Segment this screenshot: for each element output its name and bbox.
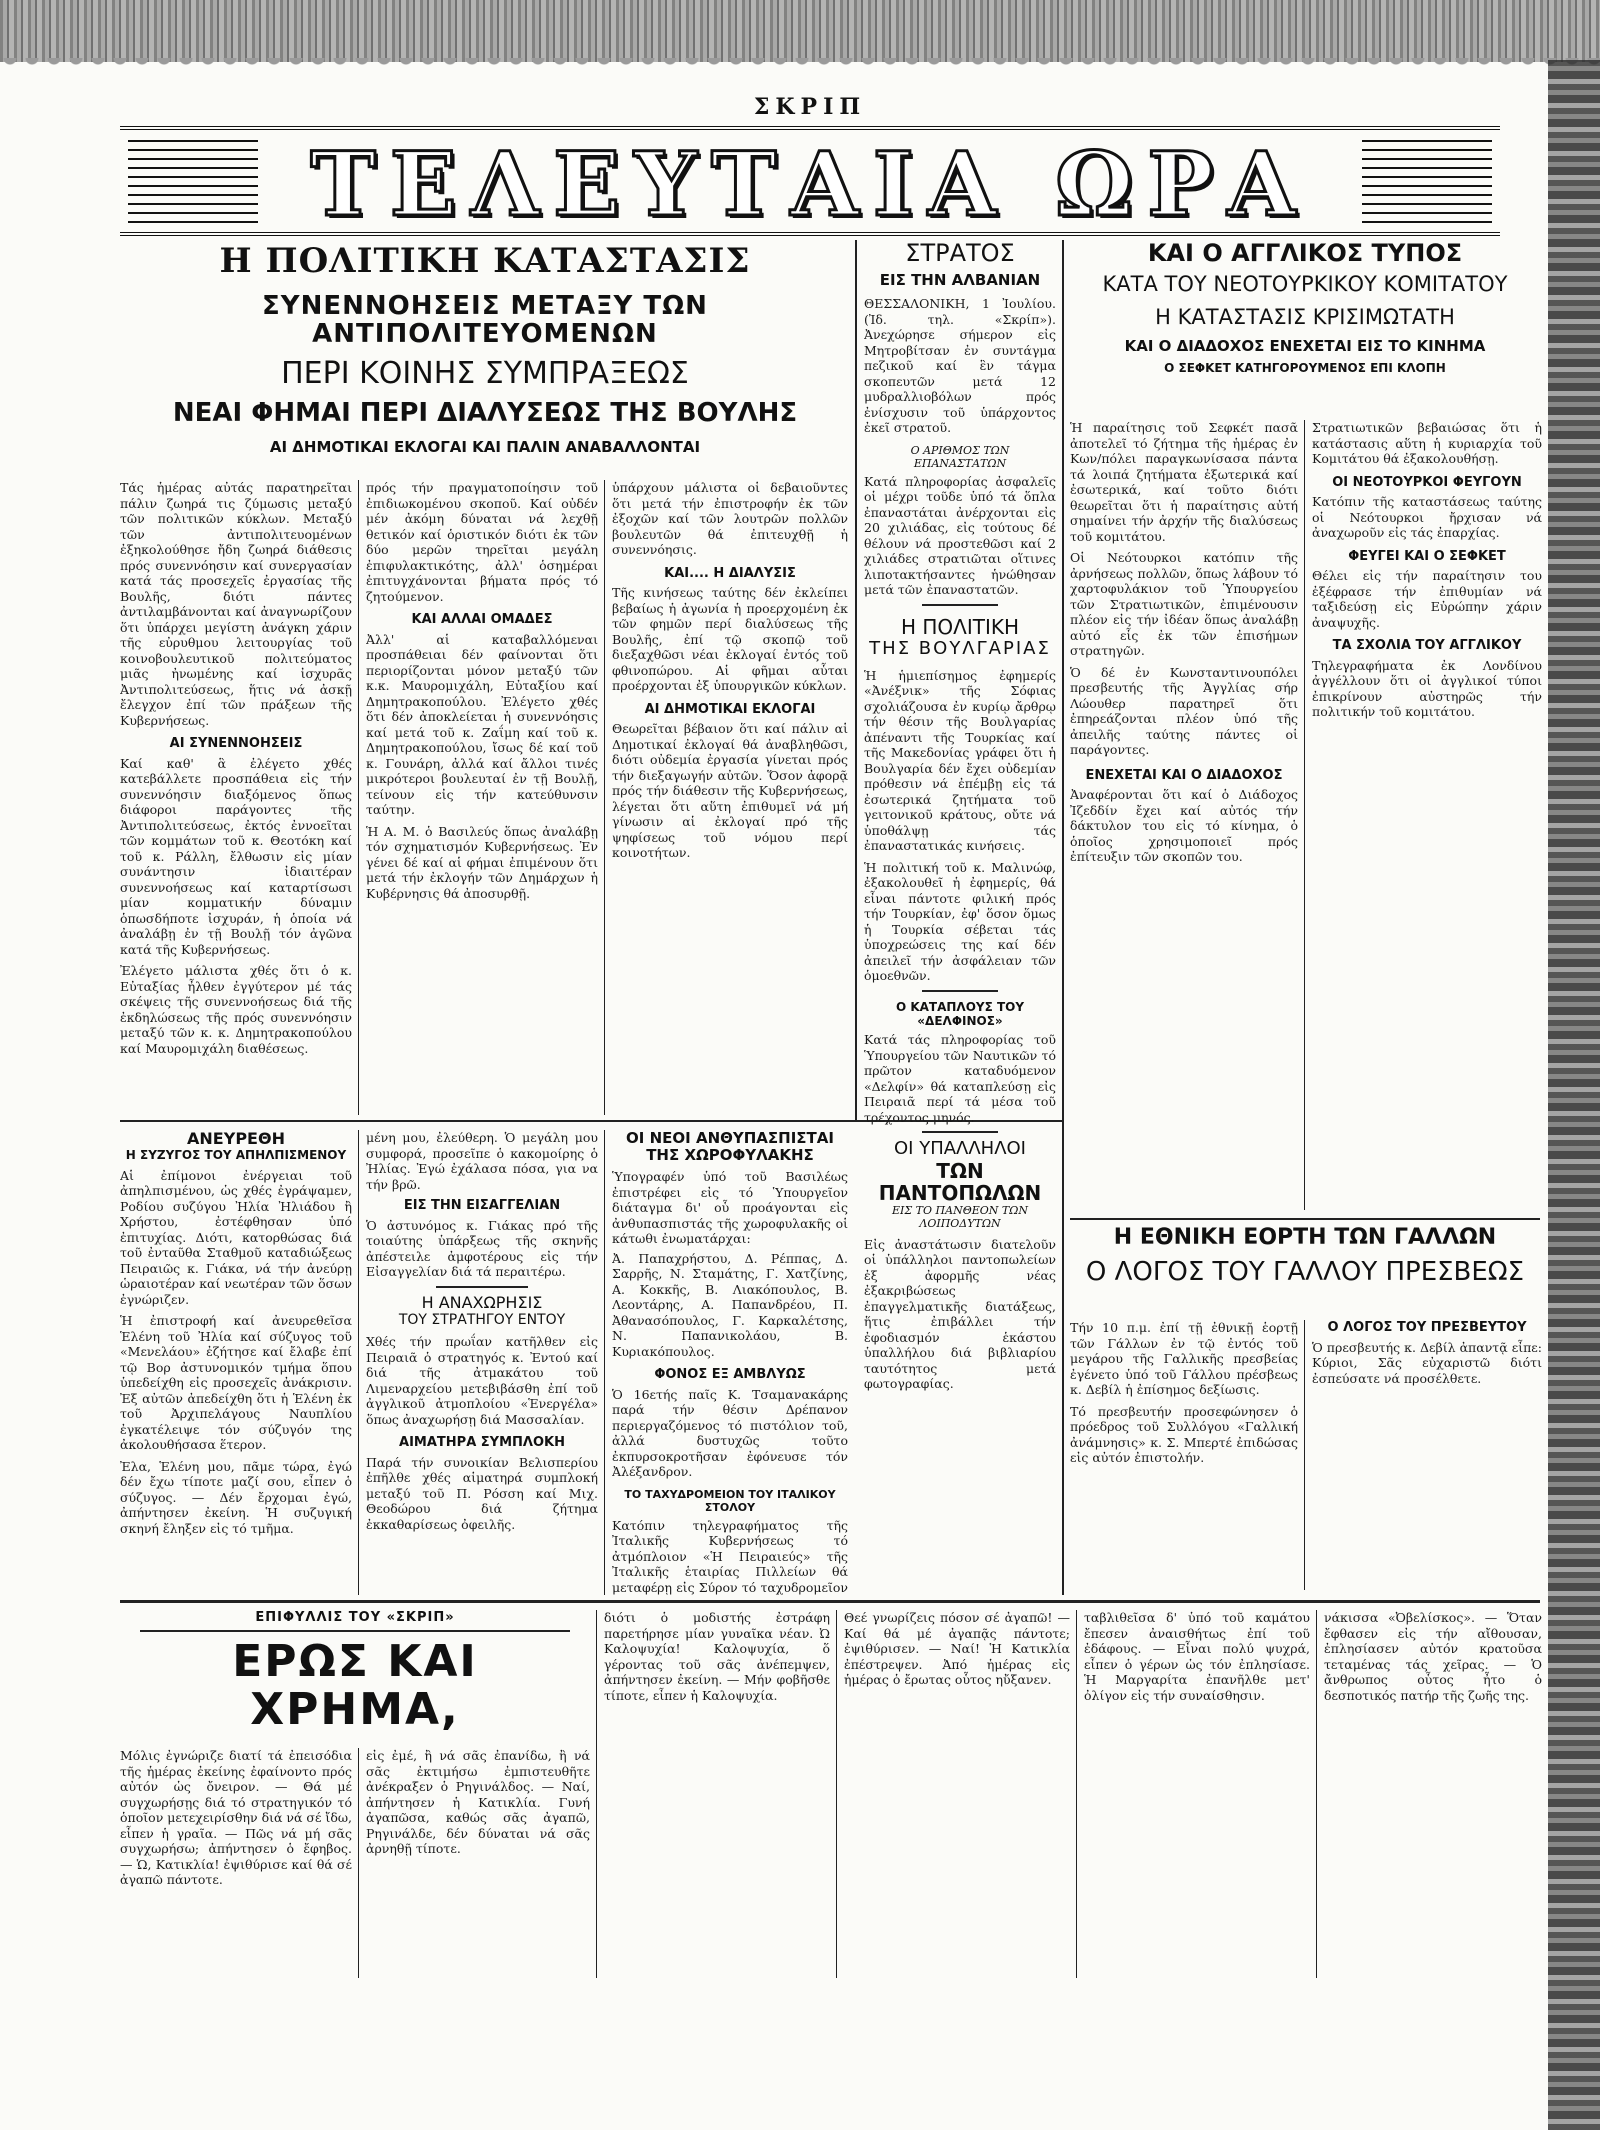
- article-subhead: Ο ΑΡΙΘΜΟΣ ΤΩΝ ΕΠΑΝΑΣΤΑΤΩΝ: [910, 443, 1010, 470]
- article-headline: Η ΕΘΝΙΚΗ ΕΟΡΤΗ ΤΩΝ ΓΑΛΛΩΝ: [1113, 1226, 1497, 1250]
- article-headline: ΤΗΣ ΒΟΥΛΓΑΡΙΑΣ: [869, 637, 1051, 659]
- article-paragraph: Ὁ ἀστυνόμος κ. Γιάκας πρό τῆς τοιαύτης ὑπάρξεως τῆς σκηνῆς ἀπέστειλε ἀμφοτέρους εἰς τήν Εἰσαγγελίαν διά τά περαιτέρω.: [366, 1217, 598, 1280]
- article-subhead: ΑΙΜΑΤΗΡΑ ΣΥΜΠΛΟΚΗ: [399, 1435, 565, 1451]
- article-paragraph: Κατά πληροφορίας ἀσφαλεῖς οἱ μέχρι τοῦδε ὑπό τά ὅπλα ἐπαναστάται ἀνέρχονται εἰς 20 χιλιάδας, εἰς τούτους δέ θέλουν νά προστεθῶσι καί 2 χιλιάδες στρατιῶται οἵτινες λιποτακτήσαντες ἡνώθησαν μετά τῶν ἐπαναστατῶν.: [864, 473, 1056, 598]
- feuilleton-paragraph: εἰς ἐμέ, ἢ νά σᾶς ἐπανίδω, ἢ νά σᾶς ἐκτιμήσω ἐμπιστευθῆτε ἀνέκραξεν ὁ Ρηγινάλδος. — Ναί, ἀπήντησεν ἡ Κατικλία. Γυνή ἀγαπῶσα, καθώς σᾶς ἀγαπῶ, Ρηγινάλδε, δέν δύναται νά σᾶς ἀρνηθῇ τίποτε.: [366, 1748, 590, 1856]
- article-column: [366, 480, 598, 1115]
- article-paragraph: Ἀ. Παπαχρήστου, Δ. Ρέππας, Δ. Σαρρῆς, Ν. Σταμάτης, Γ. Χατζίνης, Α. Κοκκῆς, Β. Λιακόπουλος, Β. Λεοντάρης, Α. Παπανδρέου, Π. Ἀθανασόπουλος, Γ. Καρκαλέτσης, Ν. Παπανικολάου, Β. Κυριακόπουλος.: [612, 1250, 848, 1359]
- article-column: [1312, 1320, 1542, 1590]
- article-paragraph: Τηλεγραφήματα ἐκ Λονδίνου ἀγγέλλουν ὅτι οἱ ἀγγλικοί τύποι ἐπικρίνουν αὐστηρῶς τήν πολιτικήν τοῦ κομιτάτου.: [1312, 657, 1542, 720]
- article-headline: ΟΙ ΥΠΑΛΛΗΛΟΙ: [894, 1138, 1026, 1160]
- article-paragraph: Ἐλέγετο μάλιστα χθές ὅτι ὁ κ. Εὐταξίας ἦλθεν ἐγγύτερον μέ τάς σκέψεις τῆς συνεννοήσεως διά τῆς ἐκδηλώσεως τῆς πρός συνεννόησιν μεταξύ τῶν κ. κ. Δημητρακοπούλου καί Μαυρομιχάλη διαθέσεως.: [120, 963, 352, 1056]
- article-paragraph: Κατά τάς πληροφορίας τοῦ Ὑπουργείου τῶν Ναυτικῶν τό πρῶτον καταδυόμενον «Δελφίν» θά καταπλεύσῃ εἰς Πειραιᾶ περί τά μέσα τοῦ τρέχοντος μηνός.: [864, 1032, 1056, 1125]
- article-subhead: Ο ΚΑΤΑΠΛΟΥΣ ΤΟΥ «ΔΕΛΦΙΝΟΣ»: [895, 999, 1025, 1029]
- article-paragraph: Παρά τήν συνοικίαν Βελισπερίου ἐπῆλθε χθές αἱματηρά συμπλοκή μεταξύ τοῦ Π. Ρόσση καί Μιχ. Θεοδώρου διά ζήτημα ἐκκαθαρίσεως ὀφειλῆς.: [366, 1454, 598, 1532]
- banner-ornament-right: [1362, 140, 1492, 226]
- article-paragraph: Τήν 10 π.μ. ἐπί τῇ ἐθνικῇ ἑορτῇ τῶν Γάλλων ἐν τῷ ἐντός τοῦ μεγάρου τῆς Γαλλικῆς πρεσβείας ἐγένετο ὑπό τοῦ Γάλλου πρέσβεως κ. Δεβίλ ἡ ἐπίσημος δεξίωσις.: [1070, 1320, 1298, 1397]
- article-paragraph: Καί καθ' ἃ ἐλέγετο χθές κατεβάλλετε προσπάθεια εἰς τήν συνεννόησιν διαξόμενος ὅπως διάφοροι παράγοντες τῆς Ἀντιπολιτεύσεως, ἐκτός ἐννοεῖται τῶν κομμάτων τοῦ κ. Θεοτόκη καί τοῦ κ. Ράλλη, ἔλθωσιν εἰς μίαν συνάντησιν ἰδιαιτέραν συνεννοήσεως καί καταρτίσωσι μίαν κομματικήν δύναμιν ὁπωσδήποτε ἰσχυράν, ἡ ὁποία νά ἀναλάβῃ ἐν τῇ Βουλῇ τόν ἀγῶνα κατά τῆς Κυβερνήσεως.: [120, 755, 352, 957]
- article-headline: Η ΠΟΛΙΤΙΚΗ: [900, 614, 1020, 639]
- article-paragraph: ὑπάρχουν μάλιστα οἱ δεβαιοῦντες ὅτι μετά τήν ἐπιστροφήν ἐκ τῶν ἐξοχῶν καί τῶν λουτρῶν πολλῶν βουλευτῶν θά ἐπιτευχθῇ ἡ συνεννόησις.: [612, 480, 848, 557]
- article-subhead: Ο ΛΟΓΟΣ ΤΟΥ ΠΡΕΣΒΕΥΤΟΥ: [1327, 1320, 1527, 1335]
- divider: [922, 990, 999, 992]
- article-column: [1070, 420, 1298, 1210]
- article-paragraph: Τῆς κινήσεως ταύτης δέν ἐκλείπει βεβαίως ἡ ἀγωνία ἡ προερχομένη ἐκ τῶν φημῶν περί διαλύσεως τῆς Βουλῆς, ἐπί τῷ σκοπῷ τοῦ διεξαχθῶσι νέαι ἐκλογαί ἐντός τοῦ φθινοπώρου. Αἱ φῆμαι αὗται προέρχονται ἐξ ὑπουργικῶν κύκλων.: [612, 585, 848, 694]
- masthead: [120, 94, 1500, 236]
- torn-right-edge: [1548, 60, 1600, 2130]
- article-paragraph: Ἡ πολιτική τοῦ κ. Μαλινώφ, ἐξακολουθεῖ ἡ ἐφημερίς, θά εἶναι πάντοτε φιλική πρός τήν Τουρκίαν, ἐφ' ὅσον ὅμως ἡ Τουρκία σέβεται τάς ὑποχρεώσεις της καί δέν ἀπειλεῖ τήν ἀσφάλειαν τῶν ὁμοεθνῶν.: [864, 859, 1056, 984]
- article-paragraph: Κατόπιν τηλεγραφήματος τῆς Ἰταλικῆς Κυβερνήσεως τό ἀτμόπλοιον «Ἡ Πειραιεύς» τῆς Ἰταλικῆς ἑταιρίας Πιλλείων θά μεταφέρῃ εἰς Σύρον τό ταχυδρομεῖον: [612, 1517, 848, 1595]
- article-paragraph: Χθές τήν πρωΐαν κατῆλθεν εἰς Πειραιᾶ ὁ στρατηγός κ. Ἐντού καί διά τῆς ἀτμακάτου τοῦ Λιμεναρχείου μετεβιβάσθη ἐπί τοῦ ἀγγλικοῦ ἀτμοπλοίου «Ἑνεργέλα» ὅπως ἀναχωρήσῃ διά Μασσαλίαν.: [366, 1334, 598, 1427]
- article-headline: ΟΙ ΝΕΟΙ ΑΝΘΥΠΑΣΠΙΣΤΑΙ: [626, 1130, 834, 1147]
- article-headline: ΚΑΤΑ ΤΟΥ ΝΕΟΤΟΥΡΚΙΚΟΥ ΚΟΜΙΤΑΤΟΥ: [1102, 272, 1508, 297]
- article-headlines: [1070, 1226, 1540, 1316]
- article-paragraph: πρός τήν πραγματοποίησιν τοῦ ἐπιδιωκομένου σκοποῦ. Καί οὐδέν μέν ἀκόμη δύναται νά λεχθῇ θετικόν καί ὁριστικόν διότι ἐκ τῶν δύο μερῶν τηρεῖται μεγάλη ἐπιφυλακτικότης, ἀλλ' ὁσημέραι ἐπιτυγχάνονται βήματα πρός τό ζητούμενον.: [366, 480, 598, 604]
- article-paragraph: Στρατιωτικῶν βεβαιώσας ὅτι ἡ κατάστασις αὕτη ἡ κυριαρχία τοῦ Κομιτάτου θά ἐξακολουθήσῃ.: [1312, 420, 1542, 466]
- article-subhead: ΦΕΥΓΕΙ ΚΑΙ Ο ΣΕΦΚΕΤ: [1348, 548, 1506, 564]
- feuilleton-paragraph: νάκισσα «Ὀβελίσκος». — Ὅταν ἔφθασεν εἰς τήν αἴθουσαν, ἐπλησίασεν αὐτόν κρατοῦσα τεταμένας τάς χεῖρας. — Ὁ ἄνθρωπος οὗτος ἦτο ὁ δεσποτικός πατήρ τῆς ζωῆς της.: [1324, 1610, 1542, 1703]
- feuilleton-rule: [120, 1600, 1540, 1603]
- banner-title: ΤΕΛΕΥΤΑΙΑ ΩΡΑ: [310, 132, 1310, 236]
- article-headline: ΤΟΥ ΣΤΡΑΤΗΓΟΥ ΕΝΤΟΥ: [398, 1311, 566, 1328]
- article-headline: ΕΙΣ ΤΗΝ ΑΛΒΑΝΙΑΝ: [879, 270, 1041, 289]
- article-paragraph: Αἱ ἐπίμονοι ἐνέργειαι τοῦ ἀπηλπισμένου, ὡς χθές ἐγράψαμεν, Ροδίου συζύγου Ἠλία Ἠλιάδου ἢ Χρήστου, ἐστέφθησαν ὑπό ἐπιτυχίας. Διότι, κατορθώσας διά τοῦ ἐνταῦθα Σταθμοῦ καταδιώξεως Πειραιῶς κ. Γιάκα, νά τήν ἀνεύρῃ ὡραιοτέραν καί νεωτέραν τῶν ὅσων ἐγνώριζεν.: [120, 1167, 352, 1307]
- article-paragraph: Ὁ δέ ἐν Κωνσταντινουπόλει πρεσβευτής τῆς Ἀγγλίας σήρ Λώουθερ παρατηρεῖ ὅτι ἐπηρεάζονται πλέον ὑπό τῆς ἀπειλῆς ταύτης πάντες οἱ παράγοντες.: [1070, 664, 1298, 757]
- banner: [120, 126, 1500, 236]
- article-paragraph: Ἀναφέρονται ὅτι καί ὁ Διάδοχος Ἰζεδδίν ἔχει καί αὐτός τήν δάκτυλον του εἰς τό κίνημα, ὁ ὁποῖος χρησιμοποιεῖ πρός ἐπίτευξιν τῶν σκοπῶν του.: [1070, 787, 1298, 865]
- feuilleton-paragraph: Θεέ γνωρίζεις πόσον σέ ἀγαπῶ! — Καί θά μέ ἀγαπᾷς πάντοτε; ἐψιθύρισεν. — Ναί! Ἡ Κατικλία ἐπέστρεψεν. Ἀπό ἡμέρας εἰς ἡμέρας ὁ ἔρωτας οὗτος ηὔξανεν.: [844, 1610, 1070, 1687]
- article-column: [1312, 420, 1542, 1210]
- article-subhead: Η ΣΥΖΥΓΟΣ ΤΟΥ ΑΠΗΛΠΙΣΜΕΝΟΥ: [125, 1147, 347, 1162]
- feuilleton-paragraph: Μόλις ἐγνώριζε διατί τά ἐπεισόδια τῆς ἡμέρας ἐκείνης ἐφαίνοντο πρός αὐτόν ὡς ὄνειρον. — Θά μέ συγχωρήσῃς διά τό στρατηγικόν τό ὁποῖον μετεχειρίσθην διά νά σέ ἴδω, εἶπεν ἡ γραῖα. — Πῶς νά μή σᾶς συγχωρήσω; ἀπήντησεν ὁ ἔφηβος. — Ὡ, Κατικλία! ἐψιθύρισε καί θά σέ ἀγαπῶ πάντοτε.: [120, 1748, 352, 1887]
- divider: [922, 1131, 999, 1133]
- divider: [140, 1630, 570, 1632]
- feuilleton-column: [1084, 1610, 1310, 1978]
- article-deck: Ο ΣΕΦΚΕΤ ΚΑΤΗΓΟΡΟΥΜΕΝΟΣ ΕΠΙ ΚΛΟΠΗ: [1164, 360, 1446, 375]
- divider: [922, 604, 999, 606]
- article-column: [864, 240, 1056, 1590]
- column-rule: [358, 1130, 359, 1595]
- torn-top-edge: [0, 0, 1600, 62]
- article-paragraph: Ἡ ἐπιστροφή καί ἀνευρεθεῖσα Ἑλένη τοῦ Ἠλία καί σύζυγος τοῦ «Μενελάου» ἐζήτησε καί ἔλαβε ἐπί τῷ Βορ ἀστυνομικόν τμήμα ὅπου ὑπεδείχθη εἰς προσεχεῖς ἀνάκρισιν. Ἐξ αὐτῶν ἀπεδείχθη ὅτι ἡ Ἑλένη ἐκ τοῦ Ἀρχιπελάγους Ναυπλίου ἐγκατέλειψε τόν σύζυγόν της ἀκολουθήσασα ἕτερον.: [120, 1313, 352, 1453]
- lead-headline: Η ΠΟΛΙΤΙΚΗ ΚΑΤΑΣΤΑΣΙΣ: [219, 241, 751, 281]
- paper-name: ΣΚΡΙΠ: [753, 94, 867, 120]
- article-column: [1070, 1320, 1298, 1590]
- article-subhead: ΟΙ ΝΕΟΤΟΥΡΚΟΙ ΦΕΥΓΟΥΝ: [1332, 474, 1522, 490]
- column-rule: [855, 240, 857, 1120]
- article-column: [120, 1130, 352, 1595]
- lead-story-headlines: [120, 240, 850, 475]
- article-paragraph: Θέλει εἰς τήν παραίτησιν του ἐξέφρασε τήν ἐπιθυμίαν νά ταξιδεύσῃ εἰς Εὐρώπην χάριν ἀναψυχῆς.: [1312, 568, 1542, 630]
- article-column: [120, 480, 352, 1115]
- lead-deck: ΠΕΡΙ ΚΟΙΝΗΣ ΣΥΜΠΡΑΞΕΩΣ: [281, 355, 689, 391]
- feuilleton-column: [366, 1748, 590, 1978]
- column-rule: [604, 480, 605, 1115]
- feuilleton-column: [1324, 1610, 1542, 1978]
- article-paragraph: Κατόπιν τῆς καταστάσεως ταύτης οἱ Νεότουρκοι ἤρχισαν νά ἀναχωροῦν εἰς τάς ἐπαρχίας.: [1312, 494, 1542, 541]
- article-paragraph: Ἡ Α. Μ. ὁ Βασιλεύς ὅπως ἀναλάβῃ τόν σχηματισμόν Κυβερνήσεως. Ἐν γένει δέ καί αἱ φήμαι ἐπιμένουν ὅτι μετά τήν ἐκλογήν τῶν Δημάρχων ἡ Κυβέρνησις θά ἀποσυρθῇ.: [366, 823, 598, 901]
- article-paragraph: Οἱ Νεότουρκοι κατόπιν τῆς ἀρνήσεως πολλῶν, ὅπως λάβουν τό χαρτοφυλάκιον τοῦ Ὑπουργείου τῶν Στρατιωτικῶν, ἐπιμένουσιν πλέον εἰς τήν ἰδέαν ὅπως ἀναλάβῃ αὐτό εἷς ἐκ τῶν ἐπισήμων στρατηγῶν.: [1070, 550, 1298, 658]
- article-paragraph: ΘΕΣΣΑΛΟΝΙΚΗ, 1 Ἰουλίου. (Ἰδ. τηλ. «Σκρίπ»). Ἀνεχώρησε σήμερον εἰς Μητροβίτσαν ἐν συντάγμα πεζικοῦ καί ἓν τάγμα σκοπευτῶν μετά 12 μυδραλλιοβόλων πρός ἐνίσχυσιν τοῦ ὑπάρχοντος ἐκεῖ στρατοῦ.: [864, 296, 1056, 436]
- article-column: [612, 480, 848, 1115]
- column-rule: [358, 480, 359, 1115]
- article-paragraph: Τάς ἡμέρας αὐτάς παρατηρεῖται πάλιν ζωηρά τις ζύμωσις μεταξύ τῶν πολιτικῶν κύκλων. Μεταξύ τῶν ἀντιπολιτευομένων ἐξηκολούθησε ἤδη ζωηρά διάθεσις πρός συνεννόησιν καί συνεργασίαν κατά τάς προσεχεῖς ἐργασίας τῆς Βουλῆς, διότι πάντες ἀντιλαμβάνονται καί ἀναγνωρίζουν ὅτι ὑπάρχει μεγίστη ἀνάγκη χάριν τῆς εὐρυθμου λειτουργίας τοῦ κοινοβουλευτικοῦ πολιτεύματος μιᾶς ἠνωμένης καί ἰσχυρᾶς Ἀντιπολιτεύσεως, ἥτις νά ἀσκῇ ἔλεγχον ἐπί τῶν πράξεων τῆς Κυβερνήσεως.: [120, 480, 352, 728]
- lead-deck: ΑΙ ΔΗΜΟΤΙΚΑΙ ΕΚΛΟΓΑΙ ΚΑΙ ΠΑΛΙΝ ΑΝΑΒΑΛΛΟΝΤΑΙ: [269, 437, 701, 456]
- column-rule: [1304, 420, 1305, 1210]
- lead-deck: ΝΕΑΙ ΦΗΜΑΙ ΠΕΡΙ ΔΙΑΛΥΣΕΩΣ ΤΗΣ ΒΟΥΛΗΣ: [172, 398, 798, 429]
- column-rule: [1304, 1320, 1305, 1590]
- lead-deck: ΣΥΝΕΝΝΟΗΣΕΙΣ ΜΕΤΑΞΥ ΤΩΝ ΑΝΤΙΠΟΛΙΤΕΥΟΜΕΝΩΝ: [262, 290, 708, 350]
- feuilleton-title: ΕΡΩΣ ΚΑΙ ΧΡΗΜΑ,: [232, 1635, 478, 1735]
- article-subhead: ΦΟΝΟΣ ΕΞ ΑΜΒΛΥΩΣ: [654, 1367, 806, 1382]
- column-rule: [836, 1610, 837, 1978]
- article-headline: Ο ΛΟΓΟΣ ΤΟΥ ΓΑΛΛΟΥ ΠΡΕΣΒΕΩΣ: [1085, 1257, 1525, 1288]
- article-paragraph: Ἀλλ' αἱ καταβαλλόμεναι προσπάθειαι δέν φαίνονται ὅτι περιορίζονται μόνον μεταξύ τῶν κ.κ. Μαυρομιχάλη, Εὐταξίου καί Δημητρακοπούλου. Ἐλέγετο χθές ὅτι δέν ἀποκλείεται ἡ συνεννόησις καί μετά τοῦ κ. Ζαΐμη καί τοῦ κ. Δημητρακοπούλου, ἴσως δέ καί τοῦ κ. Γουνάρη, ἀλλά καί ἄλλοι τινές μικρότεροι βουλευταί ἐν τῇ Βουλῇ, τείνουν εἰς τήν κατεύθυνσιν ταύτην.: [366, 631, 598, 818]
- feuilleton-header: [120, 1610, 590, 1740]
- article-column: [612, 1130, 848, 1595]
- article-subhead: ΚΑΙ.... Η ΔΙΑΛΥΣΙΣ: [664, 565, 796, 581]
- article-subhead: ΕΙΣ ΤΟ ΠΑΝΘΕΟΝ ΤΩΝ ΛΟΙΠΟΔΥΤΩΝ: [892, 1204, 1028, 1231]
- article-paragraph: Θεωρεῖται βέβαιον ὅτι καί πάλιν αἱ Δημοτικαί ἐκλογαί θά ἀναβληθῶσι, διότι οὐδεμία ἐργασία γίνεται πρός τήν διεξαγωγήν αὐτῶν. Ὅσον ἀφορᾷ πρός τήν διάθεσιν τῆς Κυβερνήσεως, λέγεται ὅτι αὕτη ἐπιθυμεῖ νά μή γίνωσιν αἱ ἐκλογαί πρό τῆς ψηφίσεως τοῦ νόμου περί κοινοτήτων.: [612, 721, 848, 861]
- feuilleton-paragraph: διότι ὁ μοδιστής ἐστράφη παρετήρησε μίαν γυναῖκα νέαν. Ὠ Καλοψυχία! Καλοψυχία, ὅ γέροντας τοῦ σᾶς ἀνέπεμψεν, ἀπήντησεν ἐκείνη. — Μήν φοβῆσθε τίποτε, εἶπεν ἡ Καλοψυχία.: [604, 1610, 830, 1703]
- article-subhead: ΤΟ ΤΑΧΥΔΡΟΜΕΙΟΝ ΤΟΥ ΙΤΑΛΙΚΟΥ ΣΤΟΛΟΥ: [624, 1487, 836, 1514]
- column-rule: [1062, 240, 1064, 1595]
- article-column: [366, 1130, 598, 1595]
- article-headline: ΤΩΝ ΠΑΝΤΟΠΩΛΩΝ: [878, 1159, 1042, 1206]
- article-paragraph: Εἰς ἀναστάτωσιν διατελοῦν οἱ ὑπάλληλοι παντοπωλείων ἐξ ἀφορμῆς νέας ἐξακριβώσεως ἐπαγγελματικῆς διατάξεως, ἥτις ἐπιβάλλει τήν ἐφοδιασμόν ἑκάστου ὑπαλλήλου διά βιβλιαρίου ταυτότητος μετά φωτογραφίας.: [864, 1236, 1056, 1391]
- article-deck: ΚΑΙ Ο ΔΙΑΔΟΧΟΣ ΕΝΕΧΕΤΑΙ ΕΙΣ ΤΟ ΚΙΝΗΜΑ: [1124, 336, 1486, 355]
- article-paragraph: Τό πρεσβευτήν προσεφώνησεν ὁ πρόεδρος τοῦ Συλλόγου «Γαλλική ἀνάμνησις» κ. Σ. Μπερτέ ἐπιδώσας εἰς αὐτόν ἐπιστολήν.: [1070, 1403, 1298, 1465]
- feuilleton-column: [604, 1610, 830, 1978]
- article-headline: ΣΤΡΑΤΟΣ: [905, 240, 1015, 267]
- article-paragraph: μένη μου, ἐλεύθερη. Ὁ μεγάλη μου συμφορά, προσεῖπε ὁ κακομοίρης ὁ Ἠλίας. Ἐγώ ἐχάλασα πόσα, για να τήν βρῶ.: [366, 1130, 598, 1192]
- feuilleton-column: [844, 1610, 1070, 1978]
- article-paragraph: Ὑπογραφέν ὑπό τοῦ Βασιλέως ἐπιστρέφει εἰς τό Ὑπουργεῖον διάταγμα δι' οὗ προάγονται εἰς ἀνθυπασπιστάς τῆς χωροφυλακῆς οἱ κάτωθι ἐνωματάρχαι:: [612, 1169, 848, 1246]
- divider: [436, 1286, 529, 1288]
- article-deck: Η ΚΑΤΑΣΤΑΣΙΣ ΚΡΙΣΙΜΩΤΑΤΗ: [1155, 304, 1455, 329]
- article-paragraph: Ἐλα, Ἑλένη μου, πᾶμε τώρα, ἐγώ δέν ἔχω τίποτε μαζί σου, εἶπεν ὁ σύζυγος. — Δέν ἔρχομαι ἐγώ, ἀπήντησεν ἐκείνη. Ἡ συζυγική σκηνή ἔληξεν εἰς τό τμῆμα.: [120, 1458, 352, 1536]
- feuilleton-column: [120, 1748, 352, 1978]
- article-subhead: ΚΑΙ ΑΛΛΑΙ ΟΜΑΔΕΣ: [411, 612, 553, 627]
- banner-ornament-left: [128, 140, 258, 226]
- article-subhead: ΤΑ ΣΧΟΛΙΑ ΤΟΥ ΑΓΓΛΙΚΟΥ: [1332, 638, 1522, 654]
- article-paragraph: Ὁ 16ετής παῖς Κ. Τσαμανακάρης παρά τήν θέσιν Δρέπανον περιεργαζόμενος τό πιστόλιον τοῦ, ἀλλά δυστυχῶς τοῦτο ἐκπυρσοκροτῆσαν ἐφόνευσε τόν Ἀλέξανδρον.: [612, 1386, 848, 1480]
- section-rule: [1070, 1218, 1540, 1220]
- article-paragraph: Ἡ παραίτησις τοῦ Σεφκέτ πασᾶ ἀποτελεῖ τό ζήτημα τῆς ἡμέρας ἐν Κων/πόλει παραγκωνίσασα πάντα τά λοιπά ζητήματα ἐξωτερικά καί ἐσωτερικά, καί τοῦτο διότι θεωρεῖται ὅτι ἡ παραίτησις αὐτή σημαίνει τήν ἀρχήν τῆς διαλύσεως τοῦ κομιτάτου.: [1070, 420, 1298, 544]
- right-story-headlines: [1070, 240, 1540, 415]
- article-headline: ΚΑΙ Ο ΑΓΓΛΙΚΟΣ ΤΥΠΟΣ: [1147, 240, 1463, 267]
- article-subhead: ΑΙ ΣΥΝΕΝΝΟΗΣΕΙΣ: [169, 736, 303, 751]
- column-rule: [1076, 1610, 1077, 1978]
- feuilleton-label: ΕΠΙΦΥΛΛΙΣ ΤΟΥ «ΣΚΡΙΠ»: [255, 1610, 455, 1625]
- feuilleton-paragraph: ταβλιθεῖσα δ' ὑπό τοῦ καμάτου ἔπεσεν ἀναισθήτως ἐπί τοῦ ἐδάφους. — Εἶναι πολύ ψυχρά, εἶπεν ὁ γέρων ὡς τόν ἐπλησίασε. Ἡ Μαργαρίτα ἐπανῆλθε μετ' ὀλίγον εἰς τήν συναίσθησιν.: [1084, 1610, 1310, 1703]
- column-rule: [1316, 1610, 1317, 1978]
- article-headline: Η ΑΝΑΧΩΡΗΣΙΣ: [421, 1292, 543, 1312]
- article-paragraph: Ὁ πρεσβευτής κ. Δεβίλ ἀπαντᾷ εἶπε: Κύριοι, Σᾶς εὐχαριστῶ διότι ἐσπεύσατε νά προσέλθετε.: [1312, 1339, 1542, 1386]
- article-headline: ΑΝΕΥΡΕΘΗ: [187, 1130, 285, 1148]
- column-rule: [358, 1748, 359, 1978]
- article-headline: ΤΗΣ ΧΩΡΟΦΥΛΑΚΗΣ: [646, 1145, 814, 1164]
- column-rule: [604, 1130, 605, 1595]
- column-rule: [596, 1610, 597, 1978]
- article-subhead: ΕΙΣ ΤΗΝ ΕΙΣΑΓΓΕΛΙΑΝ: [403, 1198, 561, 1213]
- article-paragraph: Ἡ ἡμιεπίσημος ἐφημερίς «Ἀνέξνικ» τῆς Σόφιας σχολιάζουσα ἐν κυρίῳ ἄρθρῳ τήν θέσιν τῆς Βουλγαρίας ἀπέναντι τῆς Τουρκίας καί τῆς Μακεδονίας γράφει ὅτι ἡ Βουλγαρία δέν ἔχει οὐδεμίαν πρόθεσιν νά ἐπέμβῃ εἰς τά ἐσωτερικά ζητήματα τοῦ γειτονικοῦ κράτους, οὔτε νά ὑποθάλψῃ τάς ἐπαναστατικάς κινήσεις.: [864, 667, 1056, 854]
- article-subhead: ΑΙ ΔΗΜΟΤΙΚΑΙ ΕΚΛΟΓΑΙ: [644, 701, 816, 717]
- article-subhead: ΕΝΕΧΕΤΑΙ ΚΑΙ Ο ΔΙΑΔΟΧΟΣ: [1085, 767, 1283, 783]
